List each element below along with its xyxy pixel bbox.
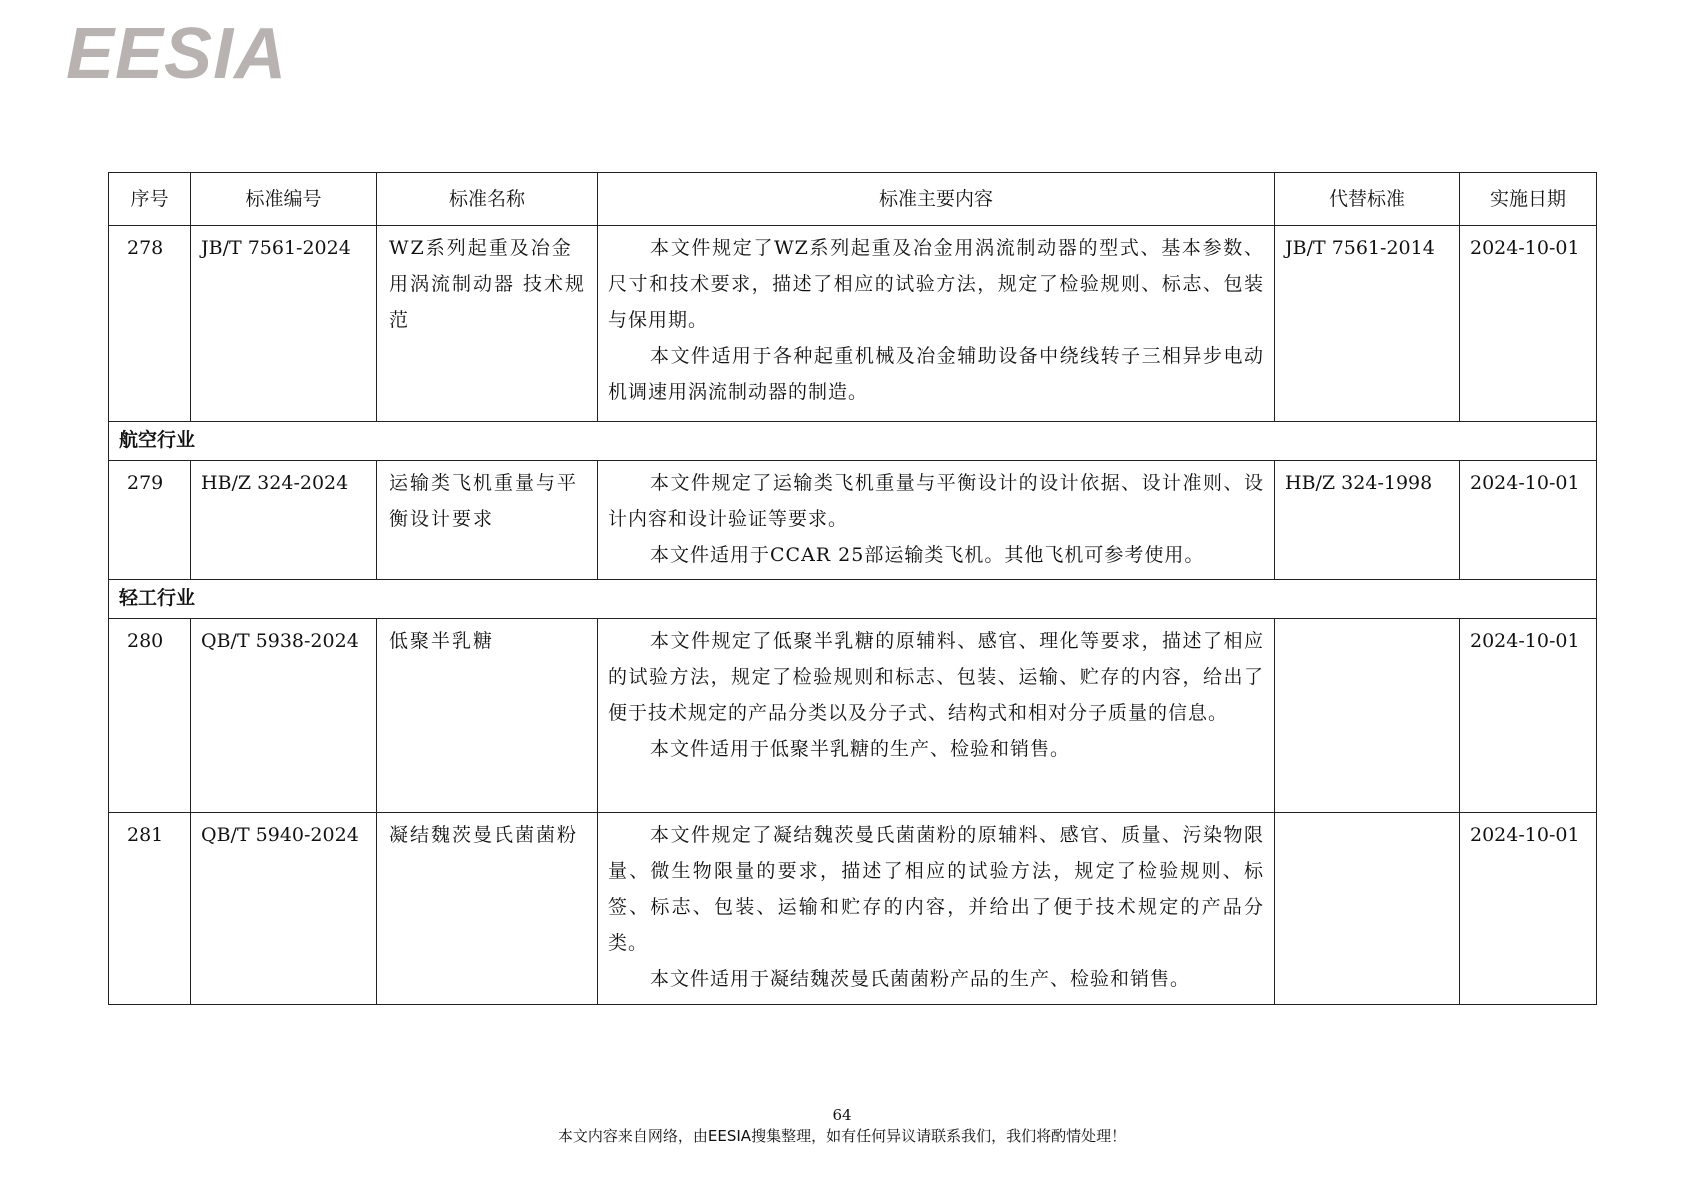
replaced-standard — [1275, 619, 1460, 813]
standards-table — [108, 172, 1597, 1005]
standard-content — [598, 461, 1275, 580]
standard-content — [598, 226, 1275, 422]
replaced-standard: JB/T 7561-2014 — [1275, 226, 1460, 422]
header-name: 标准名称 — [377, 173, 598, 226]
eesia-logo: EESIA — [66, 14, 288, 94]
standard-name: 运输类飞机重量与平衡设计要求 — [377, 461, 598, 580]
standard-name: 低聚半乳糖 — [377, 619, 598, 813]
effective-date: 2024-10-01 — [1460, 813, 1597, 1005]
row-number: 278 — [109, 226, 191, 422]
content-paragraph: 本文件适用于凝结魏茨曼氏菌菌粉产品的生产、检验和销售。 — [650, 968, 1191, 990]
section-title-light-industry: 轻工行业 — [109, 580, 1597, 619]
effective-date: 2024-10-01 — [1460, 461, 1597, 580]
table-row — [109, 619, 1597, 813]
row-number: 280 — [109, 619, 191, 813]
header-content: 标准主要内容 — [598, 173, 1275, 226]
content-paragraph: 本文件规定了运输类飞机重量与平衡设计的设计依据、设计准则、设计内容和设计验证等要求。 — [608, 472, 1264, 530]
table-row — [109, 226, 1597, 422]
header-date: 实施日期 — [1460, 173, 1597, 226]
effective-date: 2024-10-01 — [1460, 619, 1597, 813]
table-row — [109, 461, 1597, 580]
standard-code: QB/T 5938-2024 — [191, 619, 377, 813]
replaced-standard: HB/Z 324-1998 — [1275, 461, 1460, 580]
standard-content — [598, 619, 1275, 813]
standard-name: 凝结魏茨曼氏菌菌粉 — [377, 813, 598, 1005]
section-row — [109, 422, 1597, 461]
standard-code: HB/Z 324-2024 — [191, 461, 377, 580]
content-paragraph: 本文件规定了WZ系列起重及冶金用涡流制动器的型式、基本参数、尺寸和技术要求，描述了相应的试验方法，规定了检验规则、标志、包装与保用期。 — [608, 237, 1264, 331]
standard-code: QB/T 5940-2024 — [191, 813, 377, 1005]
standard-code: JB/T 7561-2024 — [191, 226, 377, 422]
content-paragraph: 本文件适用于各种起重机械及冶金辅助设备中绕线转子三相异步电动机调速用涡流制动器的制造。 — [608, 345, 1264, 403]
header-code: 标准编号 — [191, 173, 377, 226]
table-header-row — [109, 173, 1597, 226]
row-number: 279 — [109, 461, 191, 580]
content-paragraph: 本文件规定了凝结魏茨曼氏菌菌粉的原辅料、感官、质量、污染物限量、微生物限量的要求，描述了相应的试验方法，规定了检验规则、标签、标志、包装、运输和贮存的内容，并给出了便于技术规定的产品分类。 — [608, 824, 1264, 954]
standard-content — [598, 813, 1275, 1005]
section-row — [109, 580, 1597, 619]
header-no: 序号 — [109, 173, 191, 226]
effective-date: 2024-10-01 — [1460, 226, 1597, 422]
table-row — [109, 813, 1597, 1005]
section-title-aviation: 航空行业 — [109, 422, 1597, 461]
standard-name: WZ系列起重及冶金用涡流制动器 技术规范 — [377, 226, 598, 422]
row-number: 281 — [109, 813, 191, 1005]
footer-note: 本文内容来自网络，由EESIA搜集整理，如有任何异议请联系我们，我们将酌情处理！ — [557, 1127, 1127, 1145]
header-replaces: 代替标准 — [1275, 173, 1460, 226]
content-paragraph: 本文件适用于低聚半乳糖的生产、检验和销售。 — [650, 738, 1071, 760]
content-paragraph: 本文件适用于CCAR 25部运输类飞机。其他飞机可参考使用。 — [650, 544, 1205, 566]
page-number: 64 — [832, 1106, 852, 1124]
content-paragraph: 本文件规定了低聚半乳糖的原辅料、感官、理化等要求，描述了相应的试验方法，规定了检验规则和标志、包装、运输、贮存的内容，给出了便于技术规定的产品分类以及分子式、结构式和相对分子质量的信息。 — [608, 630, 1264, 724]
replaced-standard — [1275, 813, 1460, 1005]
